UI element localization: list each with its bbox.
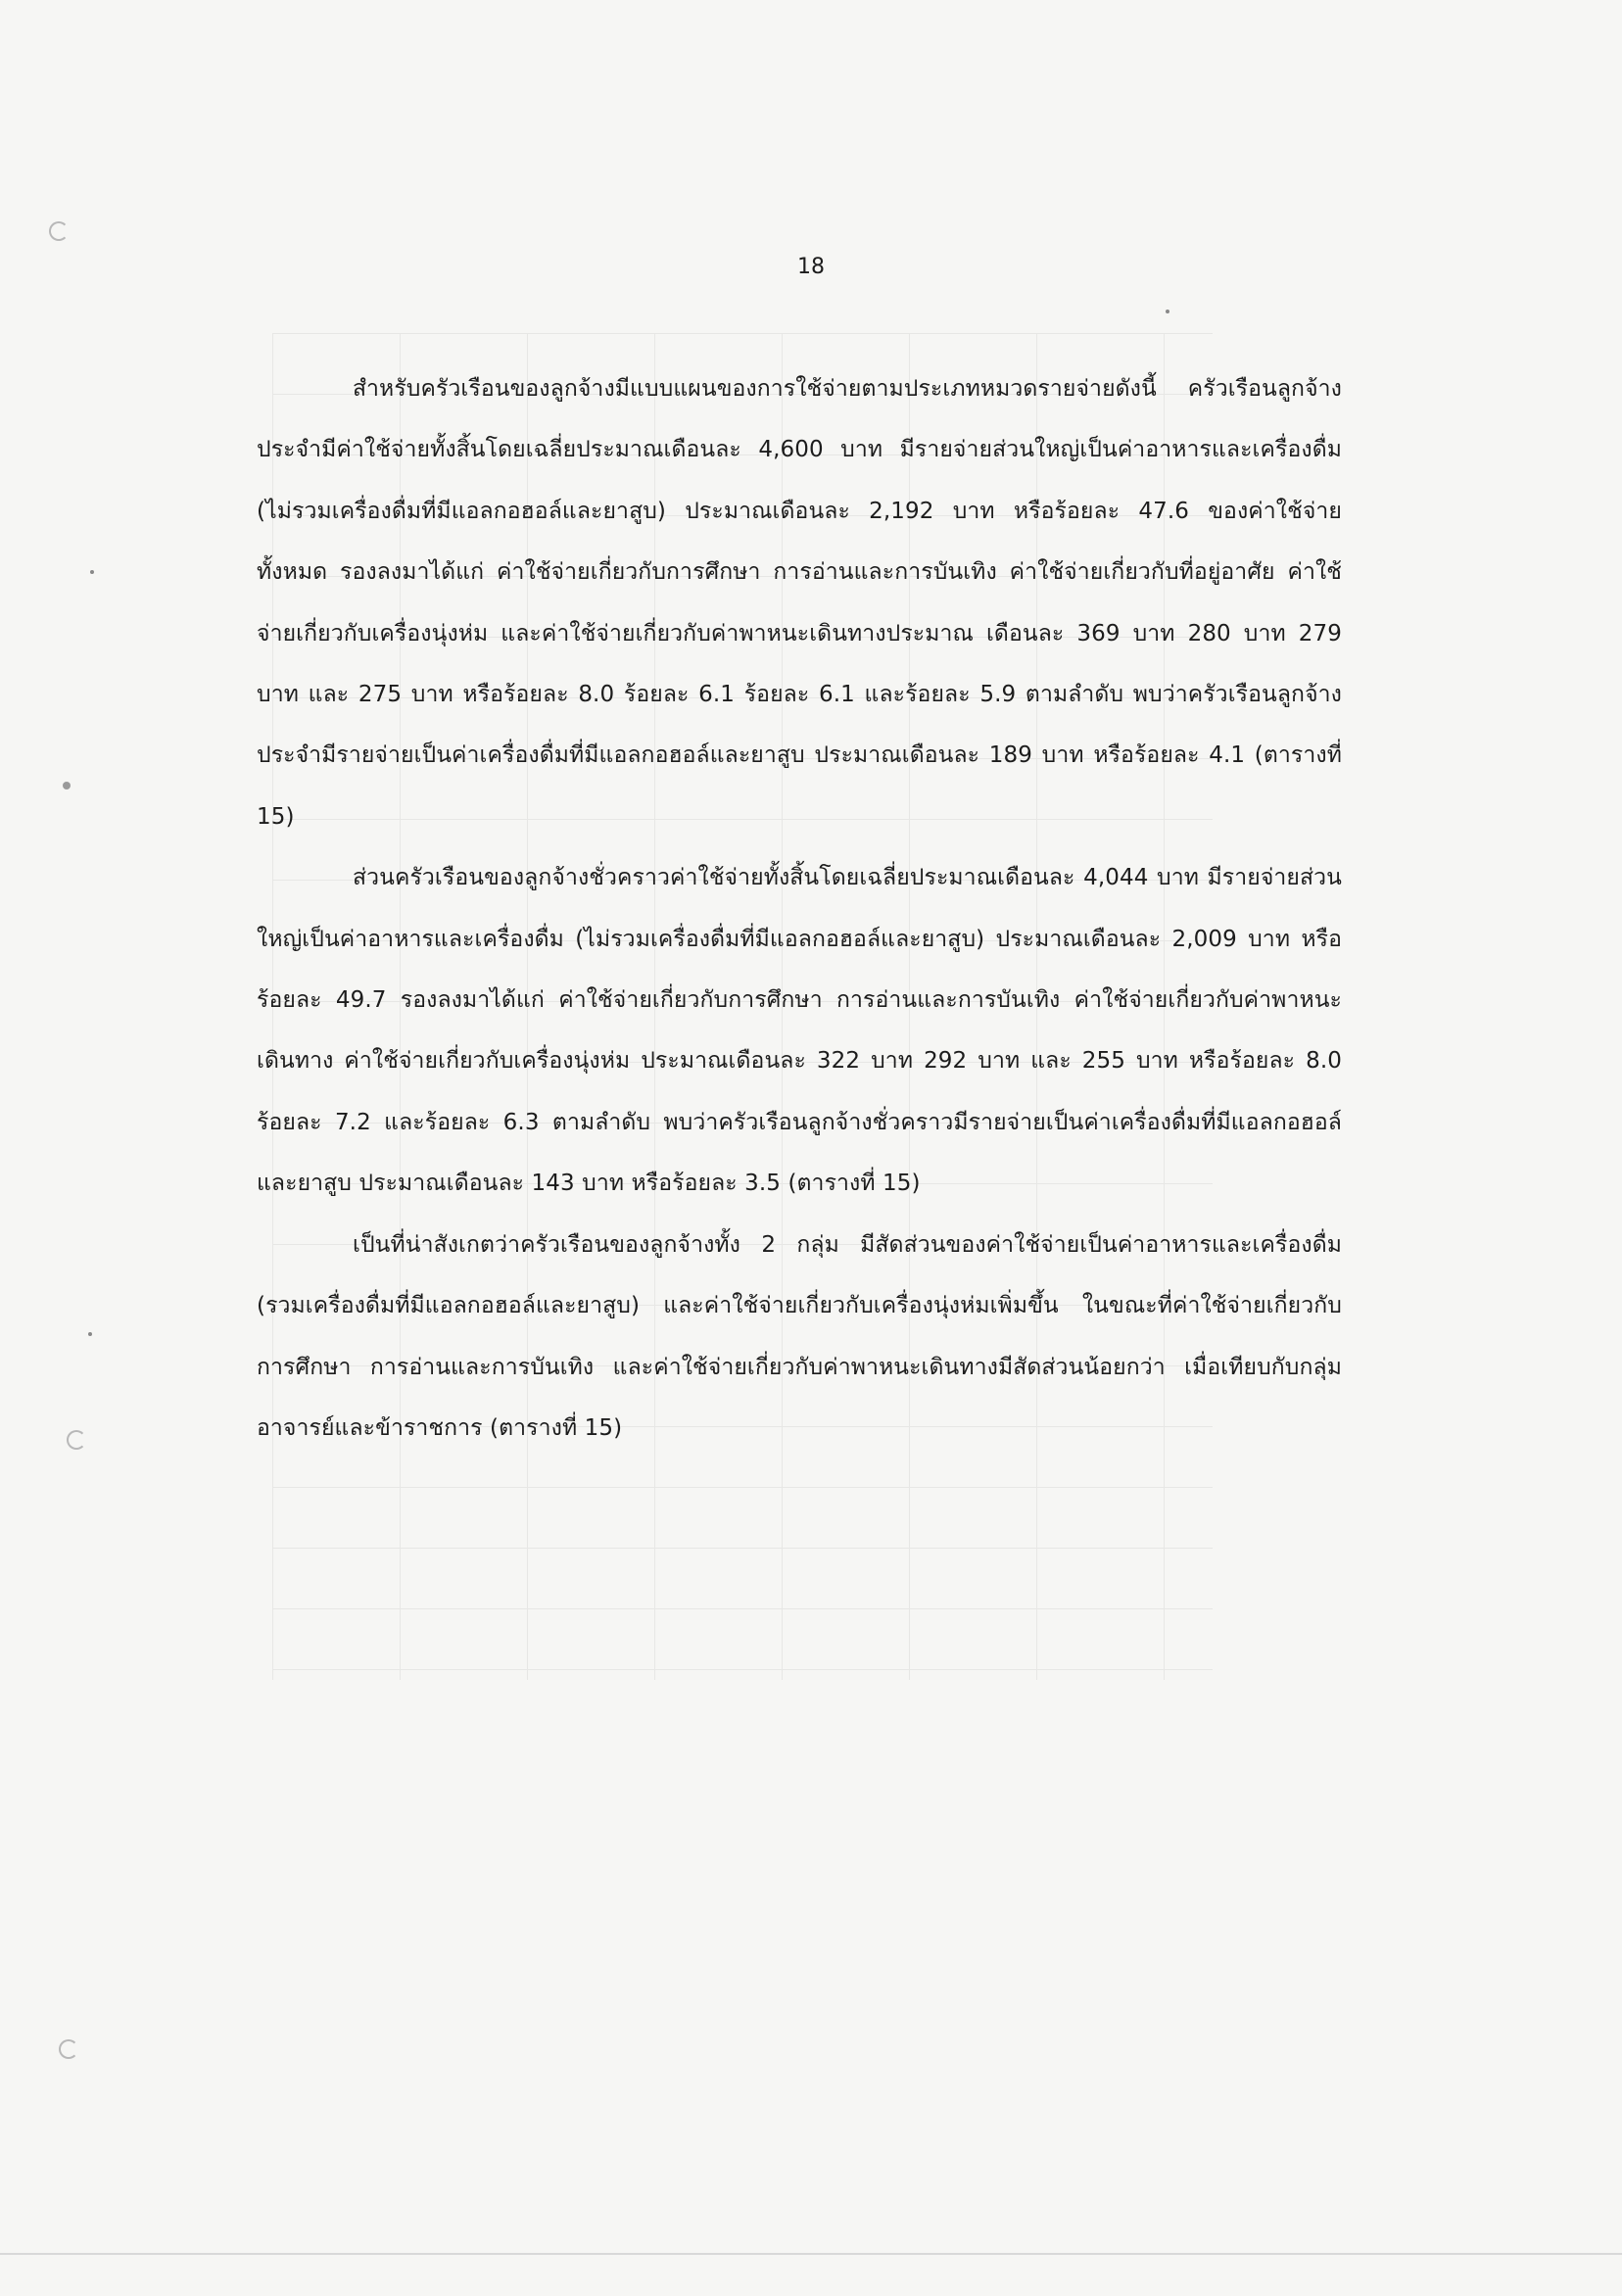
punch-hole-mark-middle — [67, 1430, 86, 1450]
page-number: 18 — [797, 255, 825, 279]
paragraph-employee-households: สำหรับครัวเรือนของลูกจ้างมีแบบแผนของการใช้จ่ายตามประเภทหมวดรายจ่ายดังนี้ ครัวเรือนลูกจ้างประจำมีค่าใช้จ่ายทั้งสิ้นโดยเฉลี่ยประมาณเดือนละ 4,600 บาท มีรายจ่ายส่วนใหญ่เป็นค่าอาหารและเครื่องดื่ม (ไม่รวมเครื่องดื่มที่มีแอลกอฮอล์และยาสูบ) ประมาณเดือนละ 2,192 บาท หรือร้อยละ 47.6 ของค่าใช้จ่ายทั้งหมด รองลงมาได้แก่ ค่าใช้จ่ายเกี่ยวกับการศึกษา การอ่านและการบันเทิง ค่าใช้จ่ายเกี่ยวกับที่อยู่อาศัย ค่าใช้จ่ายเกี่ยวกับเครื่องนุ่งห่ม และค่าใช้จ่ายเกี่ยวกับค่าพาหนะเดินทางประมาณ เดือนละ 369 บาท 280 บาท 279 บาท และ 275 บาท หรือร้อยละ 8.0 ร้อยละ 6.1 ร้อยละ 6.1 และร้อยละ 5.9 ตามลำดับ พบว่าครัวเรือนลูกจ้างประจำมีรายจ่ายเป็นค่าเครื่องดื่มที่มีแอลกอฮอล์และยาสูบ ประมาณเดือนละ 189 บาท หรือร้อยละ 4.1 (ตารางที่ 15) — [257, 376, 1342, 830]
body-text — [257, 359, 1342, 1459]
punch-hole-mark-top — [49, 221, 69, 241]
scan-speck — [88, 1332, 92, 1336]
scan-speck — [1166, 310, 1169, 313]
punch-hole-mark-bottom — [59, 2039, 78, 2059]
paragraph-temporary-employee-households: ส่วนครัวเรือนของลูกจ้างชั่วคราวค่าใช้จ่ายทั้งสิ้นโดยเฉลี่ยประมาณเดือนละ 4,044 บาท มีรายจ่ายส่วนใหญ่เป็นค่าอาหารและเครื่องดื่ม (ไม่รวมเครื่องดื่มที่มีแอลกอฮอล์และยาสูบ) ประมาณเดือนละ 2,009 บาท หรือร้อยละ 49.7 รองลงมาได้แก่ ค่าใช้จ่ายเกี่ยวกับการศึกษา การอ่านและการบันเทิง ค่าใช้จ่ายเกี่ยวกับค่าพาหนะเดินทาง ค่าใช้จ่ายเกี่ยวกับเครื่องนุ่งห่ม ประมาณเดือนละ 322 บาท 292 บาท และ 255 บาท หรือร้อยละ 8.0 ร้อยละ 7.2 และร้อยละ 6.3 ตามลำดับ พบว่าครัวเรือนลูกจ้างชั่วคราวมีรายจ่ายเป็นค่าเครื่องดื่มที่มีแอลกอฮอล์และยาสูบ ประมาณเดือนละ 143 บาท หรือร้อยละ 3.5 (ตารางที่ 15) — [257, 865, 1342, 1197]
scan-speck — [63, 782, 71, 789]
scan-speck — [90, 570, 94, 574]
scan-bottom-edge — [0, 2253, 1622, 2255]
paragraph-observation: เป็นที่น่าสังเกตว่าครัวเรือนของลูกจ้างทั้ง 2 กลุ่ม มีสัดส่วนของค่าใช้จ่ายเป็นค่าอาหารและเครื่องดื่ม (รวมเครื่องดื่มที่มีแอลกอฮอล์และยาสูบ) และค่าใช้จ่ายเกี่ยวกับเครื่องนุ่งห่มเพิ่มขึ้น ในขณะที่ค่าใช้จ่ายเกี่ยวกับการศึกษา การอ่านและการบันเทิง และค่าใช้จ่ายเกี่ยวกับค่าพาหนะเดินทางมีสัดส่วนน้อยกว่า เมื่อเทียบกับกลุ่มอาจารย์และข้าราชการ (ตารางที่ 15) — [257, 1231, 1342, 1441]
